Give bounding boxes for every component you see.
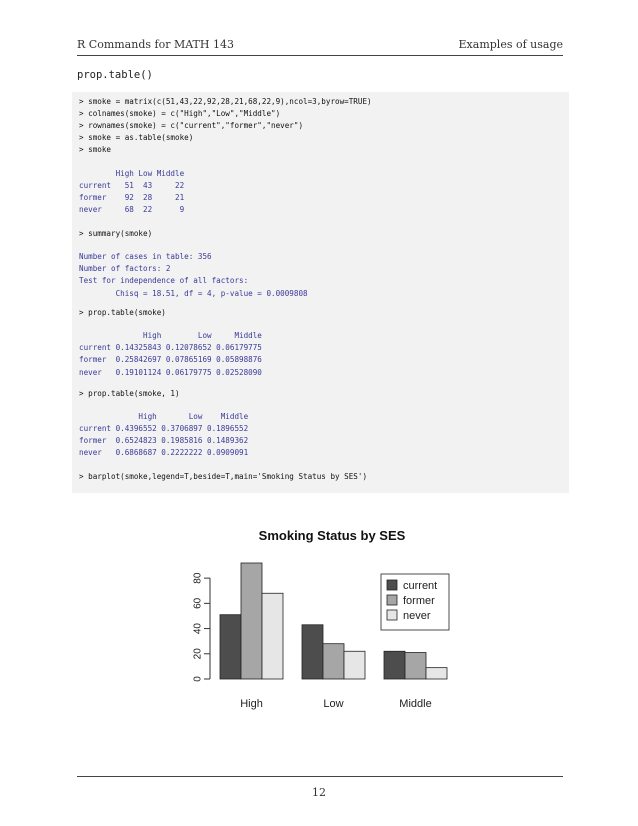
category-label: High bbox=[240, 698, 263, 710]
code-output-line: Test for independence of all factors: bbox=[79, 276, 249, 285]
legend-label: former bbox=[403, 595, 435, 607]
code-command-line: > colnames(smoke) = c("High","Low","Middle") bbox=[79, 109, 281, 118]
code-output-line: High Low Middle bbox=[79, 412, 249, 421]
code-output-line: current 51 43 22 bbox=[79, 181, 185, 190]
bar-former-middle bbox=[405, 653, 426, 679]
y-tick-label: 60 bbox=[192, 597, 204, 609]
y-tick-label: 20 bbox=[192, 648, 204, 660]
code-command-line: > smoke = matrix(c(51,43,22,92,28,21,68,22,9),ncol=3,byrow=TRUE) bbox=[79, 97, 372, 106]
code-output-line: Chisq = 18.51, df = 4, p-value = 0.0009808 bbox=[79, 289, 308, 298]
code-block bbox=[72, 92, 569, 493]
section-title: prop.table() bbox=[77, 69, 153, 81]
bar-never-low bbox=[344, 651, 365, 679]
code-command-line: > barplot(smoke,legend=T,beside=T,main='Smoking Status by SES') bbox=[79, 472, 368, 481]
code-command-line: > prop.table(smoke) bbox=[79, 308, 166, 317]
code-command-line: > prop.table(smoke, 1) bbox=[79, 389, 180, 398]
code-output-line: Number of factors: 2 bbox=[79, 264, 171, 273]
category-label: Middle bbox=[399, 698, 432, 710]
page-number: 12 bbox=[312, 786, 326, 799]
code-command-line: > rownames(smoke) = c("current","former","never") bbox=[79, 121, 304, 130]
bar-never-middle bbox=[426, 668, 447, 679]
code-output-line: never 0.19101124 0.06179775 0.02528090 bbox=[79, 368, 262, 377]
legend-label: never bbox=[403, 610, 431, 622]
y-tick-label: 40 bbox=[192, 623, 204, 635]
category-label: Low bbox=[323, 698, 344, 710]
bar-current-high bbox=[220, 615, 241, 679]
page-header bbox=[77, 38, 563, 54]
code-output-line: current 0.14325843 0.12078652 0.06179775 bbox=[79, 343, 262, 352]
bar-current-low bbox=[302, 625, 323, 679]
legend-label: current bbox=[403, 580, 438, 592]
header-rule bbox=[77, 55, 563, 56]
code-output-line: High Low Middle bbox=[79, 331, 262, 340]
code-output-line: former 0.25842697 0.07865169 0.05898876 bbox=[79, 355, 262, 364]
header-left-title: R Commands for MATH 143 bbox=[77, 38, 234, 51]
code-output-line: Number of cases in table: 356 bbox=[79, 252, 212, 261]
code-command-line: > summary(smoke) bbox=[79, 229, 153, 238]
barplot-chart bbox=[170, 520, 470, 720]
bar-former-low bbox=[323, 644, 344, 679]
legend-swatch-current bbox=[387, 580, 397, 590]
code-output-line: High Low Middle bbox=[79, 169, 185, 178]
code-output-line: never 0.6868687 0.2222222 0.0909091 bbox=[79, 448, 249, 457]
bar-never-high bbox=[262, 593, 283, 679]
legend-swatch-former bbox=[387, 595, 397, 605]
legend-swatch-never bbox=[387, 610, 397, 620]
code-command-line: > smoke = as.table(smoke) bbox=[79, 133, 194, 142]
header-right-title: Examples of usage bbox=[458, 38, 563, 51]
bar-current-middle bbox=[384, 651, 405, 679]
code-output-line: former 92 28 21 bbox=[79, 193, 185, 202]
code-command-line: > smoke bbox=[79, 145, 112, 154]
bar-former-high bbox=[241, 563, 262, 679]
code-output-line: former 0.6524823 0.1985816 0.1489362 bbox=[79, 436, 249, 445]
y-tick-label: 0 bbox=[192, 676, 204, 682]
code-output-line: never 68 22 9 bbox=[79, 205, 185, 214]
y-tick-label: 80 bbox=[192, 572, 204, 584]
footer-rule bbox=[77, 776, 563, 777]
chart-title: Smoking Status by SES bbox=[258, 528, 406, 543]
code-output-line: current 0.4396552 0.3706897 0.1896552 bbox=[79, 424, 249, 433]
